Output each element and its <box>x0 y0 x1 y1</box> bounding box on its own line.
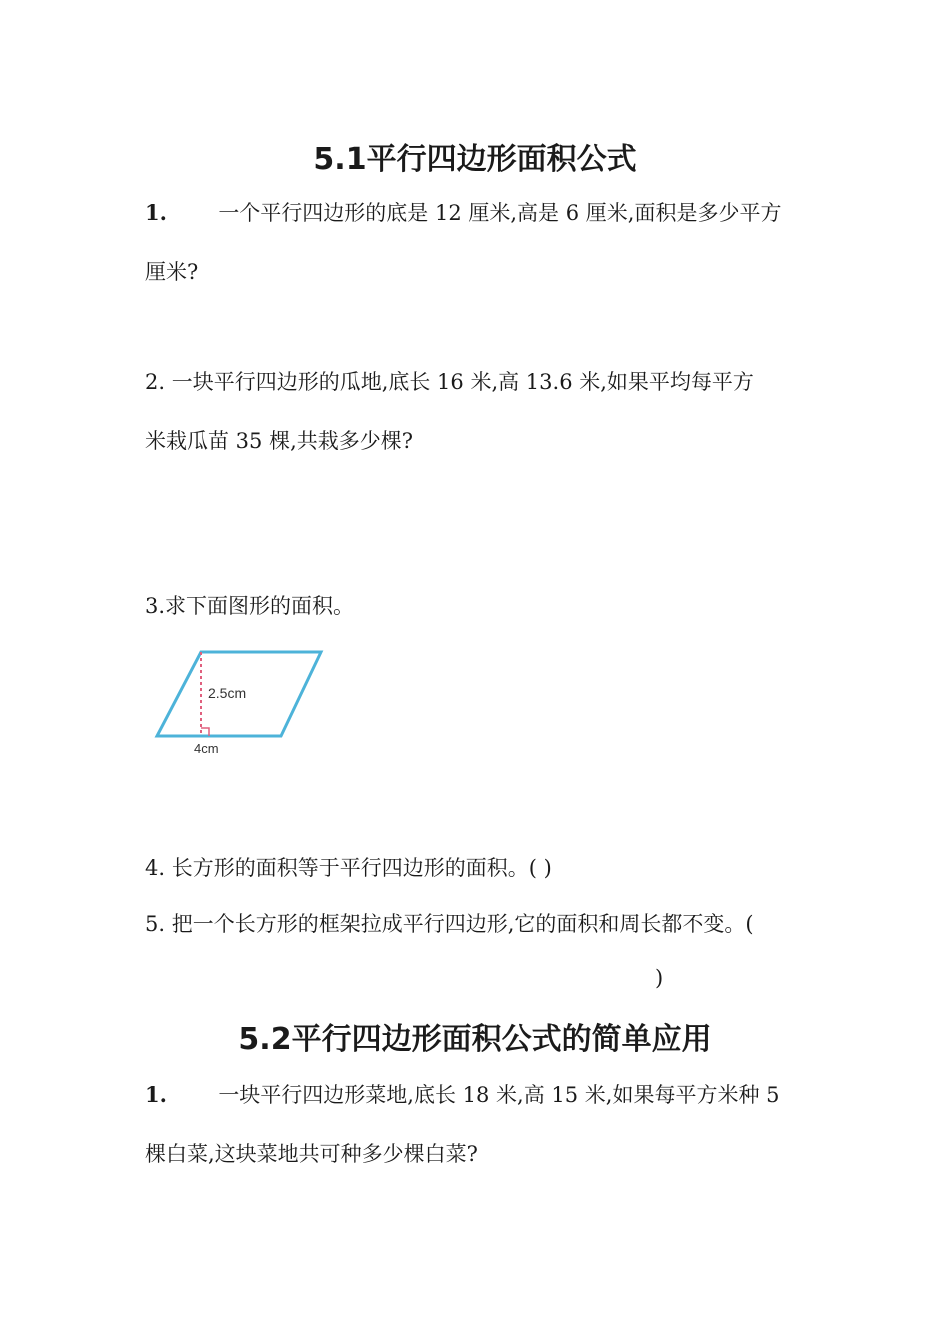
height-label: 2.5cm <box>208 685 247 701</box>
base-label: 4cm <box>194 741 219 756</box>
parallelogram-figure <box>145 636 345 770</box>
s1-q5-line1: 5. 把一个长方形的框架拉成平行四边形,它的面积和周长都不变。( <box>145 912 754 936</box>
section1-title: 5.1平行四边形面积公式 <box>313 142 637 177</box>
s2-q1-line2: 棵白菜,这块菜地共可种多少棵白菜? <box>145 1142 478 1166</box>
parallelogram-diagram <box>145 636 345 766</box>
section2-title: 5.2平行四边形面积公式的简单应用 <box>238 1022 712 1057</box>
s1-q2-line2: 米栽瓜苗 35 棵,共栽多少棵? <box>145 429 414 453</box>
s2-q1-line1 <box>145 1079 780 1109</box>
s1-q5-line2: ) <box>655 966 664 990</box>
s1-q1-text: 一个平行四边形的底是 12 厘米,高是 6 厘米,面积是多少平方 <box>218 201 782 225</box>
s1-q2-line1: 2. 一块平行四边形的瓜地,底长 16 米,高 13.6 米,如果平均每平方 <box>145 370 754 394</box>
s1-q1-number: 1. <box>145 200 167 225</box>
s1-q1-line2: 厘米? <box>145 260 199 284</box>
s2-q1-text: 一块平行四边形菜地,底长 18 米,高 15 米,如果每平方米种 5 <box>218 1083 780 1107</box>
s1-q1-line1 <box>145 197 781 227</box>
s2-q1-number: 1. <box>145 1082 167 1107</box>
s1-q3-text: 3.求下面图形的面积。 <box>145 594 355 618</box>
s1-q4-text: 4. 长方形的面积等于平行四边形的面积。( ) <box>145 856 552 880</box>
